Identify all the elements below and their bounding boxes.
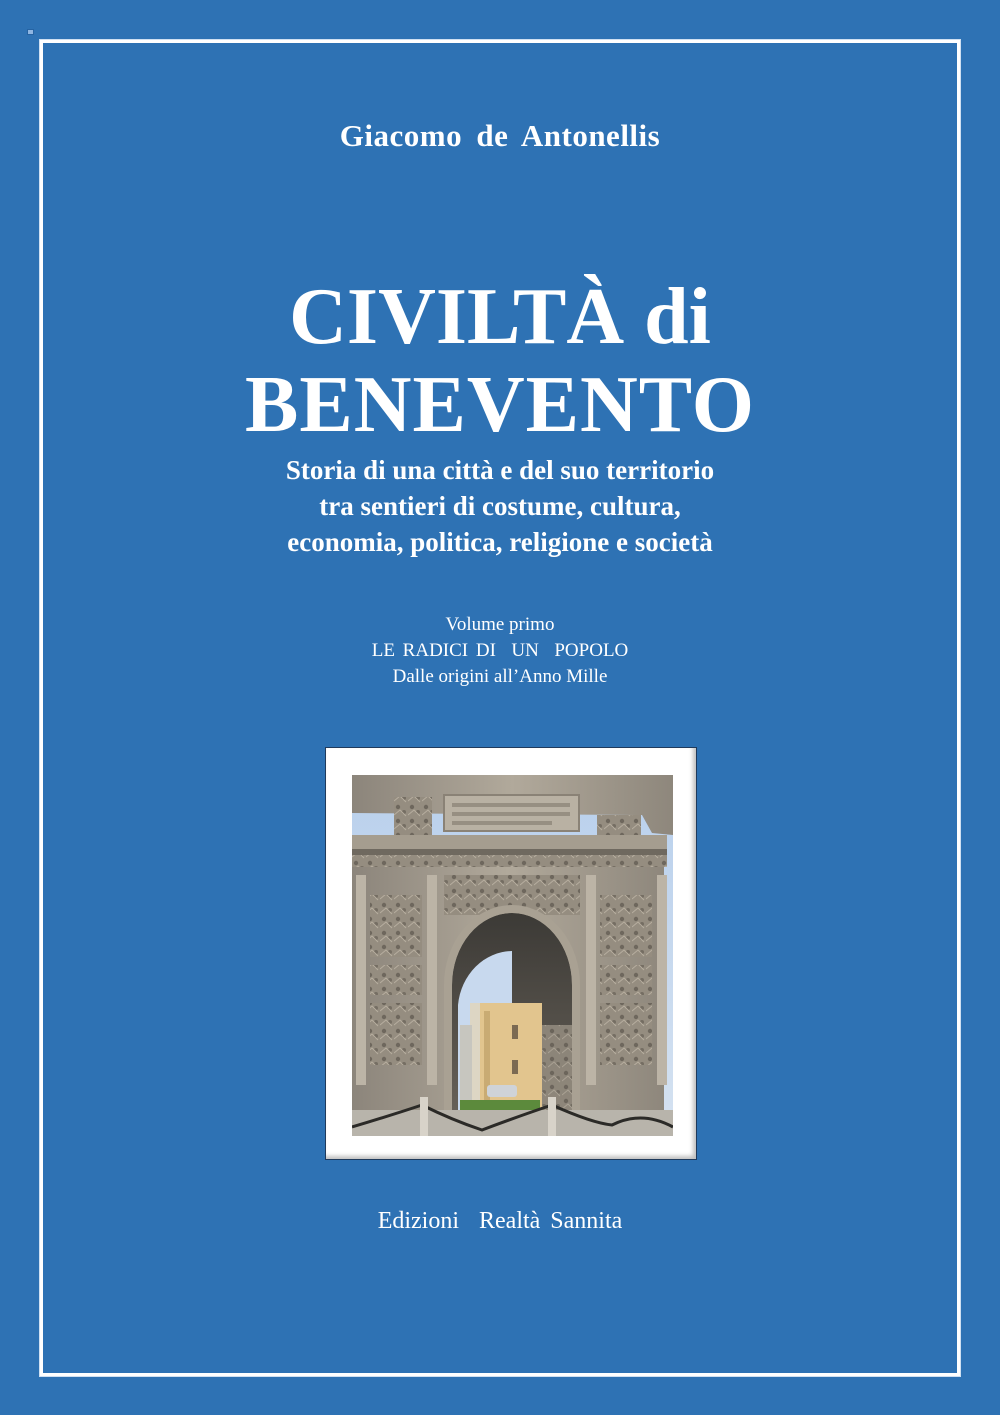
cover-border xyxy=(40,40,960,1376)
volume-info xyxy=(0,612,1000,690)
volume-title: LE RADICI DI UN POPOLO xyxy=(371,640,629,661)
subtitle-line: economia, politica, religione e società xyxy=(287,527,713,557)
arch-photo xyxy=(352,775,673,1136)
subtitle-line: tra sentieri di costume, cultura, xyxy=(319,491,681,521)
title-line-1: CIVILTÀ di xyxy=(289,273,711,361)
volume-period: Dalle origini all’Anno Mille xyxy=(392,666,608,687)
corner-mark xyxy=(27,29,34,35)
volume-label: Volume primo xyxy=(445,614,555,635)
subtitle-line: Storia di una città e del suo territorio xyxy=(285,455,715,485)
publisher: Edizioni Realtà Sannita xyxy=(377,1208,623,1234)
author-name: Giacomo de Antonellis xyxy=(339,118,661,153)
arch-of-trajan-icon xyxy=(352,775,673,1136)
subtitle xyxy=(0,452,1000,560)
title-line-2: BENEVENTO xyxy=(245,361,755,449)
photo-frame xyxy=(325,747,697,1160)
